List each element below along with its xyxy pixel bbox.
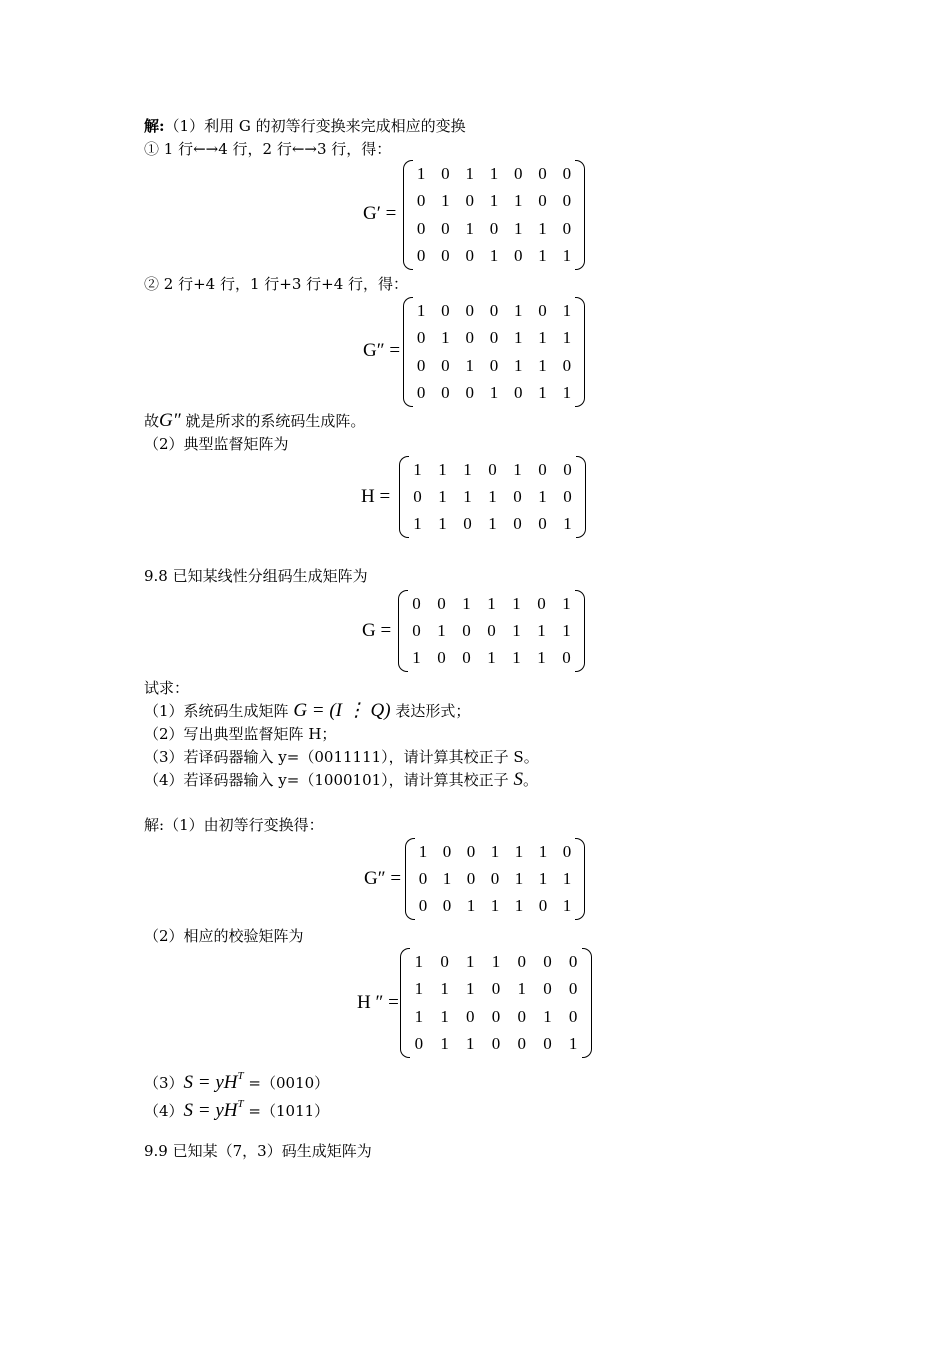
g-prime-label: G′ = bbox=[363, 203, 397, 224]
matrix-cell: 1 bbox=[563, 514, 572, 534]
solution-2-text: （2）相应的校验矩阵为 bbox=[144, 927, 304, 945]
matrix-cell: 0 bbox=[568, 1006, 578, 1026]
solution-label-2: 解: bbox=[144, 816, 165, 834]
matrix-cell: 0 bbox=[537, 593, 546, 613]
step1-text: ① 1 行←→4 行，2 行←→3 行，得： bbox=[144, 140, 392, 158]
matrix-cell: 0 bbox=[489, 300, 499, 320]
matrix-row bbox=[403, 301, 585, 321]
q1-post: 表达形式； bbox=[390, 702, 471, 720]
matrix-cell: 1 bbox=[562, 328, 572, 348]
q4-post: 。 bbox=[522, 771, 538, 789]
matrix-row bbox=[400, 1007, 592, 1027]
ans3-post: =（0010） bbox=[243, 1074, 330, 1092]
matrix-cell: 0 bbox=[514, 383, 523, 403]
matrix-cell: 1 bbox=[487, 648, 496, 668]
matrix-cell: 0 bbox=[416, 383, 426, 403]
step2-text: ② 2 行+4 行，1 行+3 行+4 行，得： bbox=[144, 275, 409, 293]
matrix-g-problem bbox=[398, 590, 585, 672]
matrix-cell: 0 bbox=[441, 218, 450, 238]
g-double1-label: G″ = bbox=[363, 340, 401, 361]
matrix-cell: 0 bbox=[416, 355, 426, 375]
matrix-cell: 0 bbox=[414, 1034, 424, 1054]
matrix-cell: 0 bbox=[466, 869, 476, 888]
matrix-cell: 1 bbox=[465, 355, 474, 375]
matrix-cell: 0 bbox=[462, 648, 471, 668]
matrix-row bbox=[399, 460, 586, 480]
ans3-pre: （3） bbox=[144, 1074, 184, 1092]
matrix-row bbox=[400, 979, 592, 999]
matrix-cell: 1 bbox=[418, 841, 428, 861]
intro-text: （1）利用 G 的初等行变换来完成相应的变换 bbox=[164, 117, 466, 135]
matrix-cell: 0 bbox=[437, 593, 446, 613]
ans3-math: S = yH bbox=[183, 1072, 238, 1093]
matrix-cell: 0 bbox=[514, 163, 523, 183]
matrix-cell: 0 bbox=[562, 191, 572, 211]
matrix-cell: 1 bbox=[466, 896, 476, 916]
conclusion-pre: 故 bbox=[144, 412, 160, 430]
matrix-h bbox=[399, 456, 586, 538]
matrix-cell: 1 bbox=[463, 487, 472, 506]
g-problem-label: G = bbox=[362, 620, 392, 641]
matrix-cell: 1 bbox=[463, 459, 472, 479]
matrix-cell: 0 bbox=[465, 300, 474, 320]
matrix-cell: 0 bbox=[413, 487, 422, 506]
matrix-cell: 0 bbox=[517, 1006, 526, 1026]
matrix-cell: 0 bbox=[416, 218, 426, 238]
matrix-cell: 1 bbox=[543, 1006, 552, 1026]
matrix-cell: 1 bbox=[562, 869, 572, 888]
matrix-cell: 1 bbox=[514, 869, 524, 888]
matrix-cell: 1 bbox=[416, 163, 426, 183]
matrix-cell: 0 bbox=[543, 951, 552, 971]
matrix-cell: 0 bbox=[488, 459, 497, 479]
matrix-cell: 1 bbox=[414, 1006, 424, 1026]
matrix-cell: 1 bbox=[514, 191, 523, 211]
matrix-cell: 0 bbox=[491, 979, 501, 999]
matrix-cell: 0 bbox=[514, 246, 523, 266]
matrix-h-double bbox=[400, 948, 592, 1058]
matrix-cell: 1 bbox=[538, 328, 547, 348]
matrix-row bbox=[400, 1034, 592, 1054]
question-3: （3）若译码器输入 y=（0011111），请计算其校正子 S。 bbox=[144, 748, 539, 766]
matrix-cell: 1 bbox=[538, 355, 547, 375]
matrix-cell: 1 bbox=[562, 593, 571, 613]
matrix-cell: 1 bbox=[489, 191, 499, 211]
matrix-cell: 1 bbox=[512, 621, 521, 640]
matrix-cell: 1 bbox=[487, 593, 496, 613]
matrix-cell: 0 bbox=[441, 355, 450, 375]
matrix-cell: 1 bbox=[514, 841, 524, 861]
matrix-cell: 1 bbox=[514, 355, 523, 375]
matrix-cell: 1 bbox=[466, 979, 475, 999]
matrix-cell: 1 bbox=[514, 896, 524, 916]
ans4-pre: （4） bbox=[144, 1102, 184, 1120]
problem-99-text: 9.9 已知某（7，3）码生成矩阵为 bbox=[144, 1142, 372, 1160]
matrix-cell: 1 bbox=[562, 896, 572, 916]
matrix-cell: 1 bbox=[466, 1034, 475, 1054]
matrix-cell: 1 bbox=[465, 218, 474, 238]
matrix-cell: 0 bbox=[441, 163, 450, 183]
matrix-row bbox=[405, 869, 585, 889]
matrix-cell: 0 bbox=[538, 459, 547, 479]
matrix-cell: 0 bbox=[462, 621, 471, 640]
matrix-row bbox=[403, 246, 585, 266]
matrix-cell: 0 bbox=[513, 514, 522, 534]
q1-pre: （1）系统码生成矩阵 bbox=[144, 702, 294, 720]
matrix-cell: 0 bbox=[465, 191, 474, 211]
ans4-math: S = yH bbox=[183, 1100, 238, 1121]
matrix-cell: 0 bbox=[440, 951, 449, 971]
q4-pre: （4）若译码器输入 y=（1000101），请计算其校正子 bbox=[144, 771, 514, 789]
matrix-cell: 0 bbox=[562, 841, 572, 861]
matrix-cell: 0 bbox=[441, 383, 450, 403]
matrix-cell: 1 bbox=[514, 328, 523, 348]
matrix-cell: 1 bbox=[438, 514, 447, 534]
matrix-cell: 0 bbox=[442, 896, 452, 916]
matrix-cell: 0 bbox=[538, 896, 548, 916]
matrix-cell: 1 bbox=[537, 621, 546, 640]
matrix-cell: 0 bbox=[563, 487, 572, 506]
matrix-cell: 1 bbox=[488, 514, 497, 534]
matrix-row bbox=[403, 219, 585, 239]
conclusion-post: 就是所求的系统码生成阵。 bbox=[180, 412, 366, 430]
matrix-cell: 0 bbox=[465, 328, 474, 348]
matrix-cell: 0 bbox=[490, 869, 500, 888]
matrix-cell: 0 bbox=[489, 355, 499, 375]
matrix-cell: 1 bbox=[562, 621, 571, 640]
matrix-row bbox=[399, 487, 586, 507]
matrix-cell: 1 bbox=[413, 459, 422, 479]
matrix-cell: 1 bbox=[490, 841, 500, 861]
matrix-cell: 0 bbox=[491, 1006, 501, 1026]
matrix-cell: 1 bbox=[489, 163, 499, 183]
matrix-cell: 1 bbox=[462, 593, 471, 613]
matrix-cell: 0 bbox=[465, 383, 474, 403]
part2-text: （2）典型监督矩阵为 bbox=[144, 435, 289, 453]
matrix-cell: 0 bbox=[538, 191, 547, 211]
matrix-cell: 1 bbox=[538, 246, 547, 266]
matrix-row bbox=[398, 594, 585, 614]
matrix-cell: 1 bbox=[440, 979, 449, 999]
matrix-cell: 0 bbox=[418, 896, 428, 916]
matrix-cell: 0 bbox=[568, 951, 578, 971]
conclusion-symbol: G″ bbox=[159, 410, 181, 431]
matrix-cell: 1 bbox=[562, 300, 572, 320]
ask-text: 试求： bbox=[144, 679, 190, 697]
matrix-cell: 1 bbox=[538, 487, 547, 506]
matrix-cell: 0 bbox=[463, 514, 472, 534]
matrix-row bbox=[398, 648, 585, 668]
matrix-cell: 0 bbox=[538, 514, 547, 534]
h-label: H = bbox=[361, 486, 391, 507]
matrix-cell: 0 bbox=[568, 979, 578, 999]
matrix-row bbox=[403, 328, 585, 348]
problem-98-text: 9.8 已知某线性分组码生成矩阵为 bbox=[144, 567, 368, 585]
matrix-cell: 1 bbox=[489, 246, 499, 266]
solution-line bbox=[144, 815, 324, 835]
matrix-cell: 1 bbox=[414, 951, 424, 971]
matrix-cell: 1 bbox=[538, 841, 548, 861]
matrix-cell: 1 bbox=[537, 648, 546, 668]
matrix-cell: 0 bbox=[412, 593, 421, 613]
h-double-label: H ″ = bbox=[357, 992, 399, 1013]
matrix-cell: 1 bbox=[514, 300, 523, 320]
matrix-cell: 0 bbox=[416, 246, 426, 266]
matrix-cell: 1 bbox=[538, 869, 548, 888]
matrix-row bbox=[403, 356, 585, 376]
matrix-cell: 0 bbox=[441, 300, 450, 320]
matrix-cell: 0 bbox=[487, 621, 496, 640]
matrix-row bbox=[405, 896, 585, 916]
matrix-cell: 0 bbox=[538, 300, 547, 320]
matrix-cell: 1 bbox=[438, 487, 447, 506]
matrix-cell: 1 bbox=[538, 383, 547, 403]
matrix-cell: 0 bbox=[543, 979, 552, 999]
matrix-cell: 0 bbox=[538, 163, 547, 183]
matrix-cell: 1 bbox=[440, 1034, 449, 1054]
matrix-cell: 0 bbox=[412, 621, 421, 640]
matrix-cell: 0 bbox=[562, 648, 571, 668]
question-2: （2）写出典型监督矩阵 H； bbox=[144, 725, 337, 743]
answer-3 bbox=[144, 1066, 329, 1093]
q1-math: G = (I ⋮ Q) bbox=[293, 700, 391, 721]
matrix-cell: 0 bbox=[517, 951, 526, 971]
matrix-cell: 1 bbox=[490, 896, 500, 916]
matrix-row bbox=[403, 164, 585, 184]
matrix-cell: 1 bbox=[489, 383, 499, 403]
matrix-cell: 0 bbox=[466, 841, 476, 861]
conclusion-line bbox=[144, 411, 365, 431]
matrix-cell: 1 bbox=[488, 487, 497, 506]
matrix-cell: 1 bbox=[491, 951, 501, 971]
matrix-cell: 1 bbox=[465, 163, 474, 183]
matrix-cell: 1 bbox=[562, 383, 572, 403]
matrix-cell: 1 bbox=[437, 621, 446, 640]
matrix-cell: 1 bbox=[440, 1006, 449, 1026]
matrix-g-prime bbox=[403, 160, 585, 270]
matrix-row bbox=[405, 842, 585, 862]
matrix-cell: 1 bbox=[441, 191, 450, 211]
matrix-cell: 0 bbox=[466, 1006, 475, 1026]
matrix-cell: 0 bbox=[563, 459, 572, 479]
matrix-cell: 0 bbox=[513, 487, 522, 506]
matrix-g-double1 bbox=[403, 297, 585, 407]
solution-label: 解: bbox=[144, 117, 165, 135]
matrix-cell: 0 bbox=[465, 246, 474, 266]
matrix-cell: 1 bbox=[568, 1034, 578, 1054]
matrix-cell: 0 bbox=[441, 246, 450, 266]
ans4-post: =（1011） bbox=[243, 1102, 330, 1120]
matrix-cell: 0 bbox=[416, 328, 426, 348]
matrix-cell: 0 bbox=[416, 191, 426, 211]
matrix-cell: 1 bbox=[412, 648, 421, 668]
matrix-cell: 1 bbox=[562, 246, 572, 266]
matrix-row bbox=[399, 514, 586, 534]
matrix-cell: 0 bbox=[517, 1034, 526, 1054]
matrix-cell: 0 bbox=[489, 328, 499, 348]
ans4-sup: T bbox=[237, 1098, 244, 1110]
question-4 bbox=[144, 770, 538, 790]
matrix-cell: 0 bbox=[562, 218, 572, 238]
matrix-row bbox=[398, 621, 585, 641]
intro-line bbox=[144, 116, 466, 136]
question-1 bbox=[144, 701, 470, 721]
matrix-cell: 1 bbox=[517, 979, 526, 999]
matrix-cell: 0 bbox=[543, 1034, 552, 1054]
matrix-cell: 1 bbox=[466, 951, 475, 971]
matrix-cell: 0 bbox=[437, 648, 446, 668]
answer-4 bbox=[144, 1094, 329, 1121]
matrix-cell: 1 bbox=[512, 648, 521, 668]
matrix-cell: 1 bbox=[512, 593, 521, 613]
matrix-cell: 0 bbox=[491, 1034, 501, 1054]
matrix-cell: 1 bbox=[413, 514, 422, 534]
matrix-cell: 0 bbox=[562, 355, 572, 375]
matrix-cell: 0 bbox=[489, 218, 499, 238]
g-double2-label: G″ = bbox=[364, 868, 402, 889]
matrix-cell: 1 bbox=[513, 459, 522, 479]
matrix-row bbox=[403, 191, 585, 211]
q4-symbol: S bbox=[513, 769, 523, 790]
matrix-cell: 0 bbox=[562, 163, 572, 183]
matrix-cell: 0 bbox=[418, 869, 428, 888]
solution-text: （1）由初等行变换得： bbox=[164, 816, 324, 834]
ans3-sup: T bbox=[237, 1070, 244, 1082]
matrix-cell: 1 bbox=[416, 300, 426, 320]
matrix-row bbox=[400, 952, 592, 972]
matrix-row bbox=[403, 383, 585, 403]
matrix-g-double2 bbox=[405, 838, 585, 920]
matrix-cell: 1 bbox=[514, 218, 523, 238]
matrix-cell: 1 bbox=[441, 328, 450, 348]
matrix-cell: 1 bbox=[442, 869, 452, 888]
matrix-cell: 1 bbox=[438, 459, 447, 479]
matrix-cell: 0 bbox=[442, 841, 452, 861]
matrix-cell: 1 bbox=[414, 979, 424, 999]
matrix-cell: 1 bbox=[538, 218, 547, 238]
